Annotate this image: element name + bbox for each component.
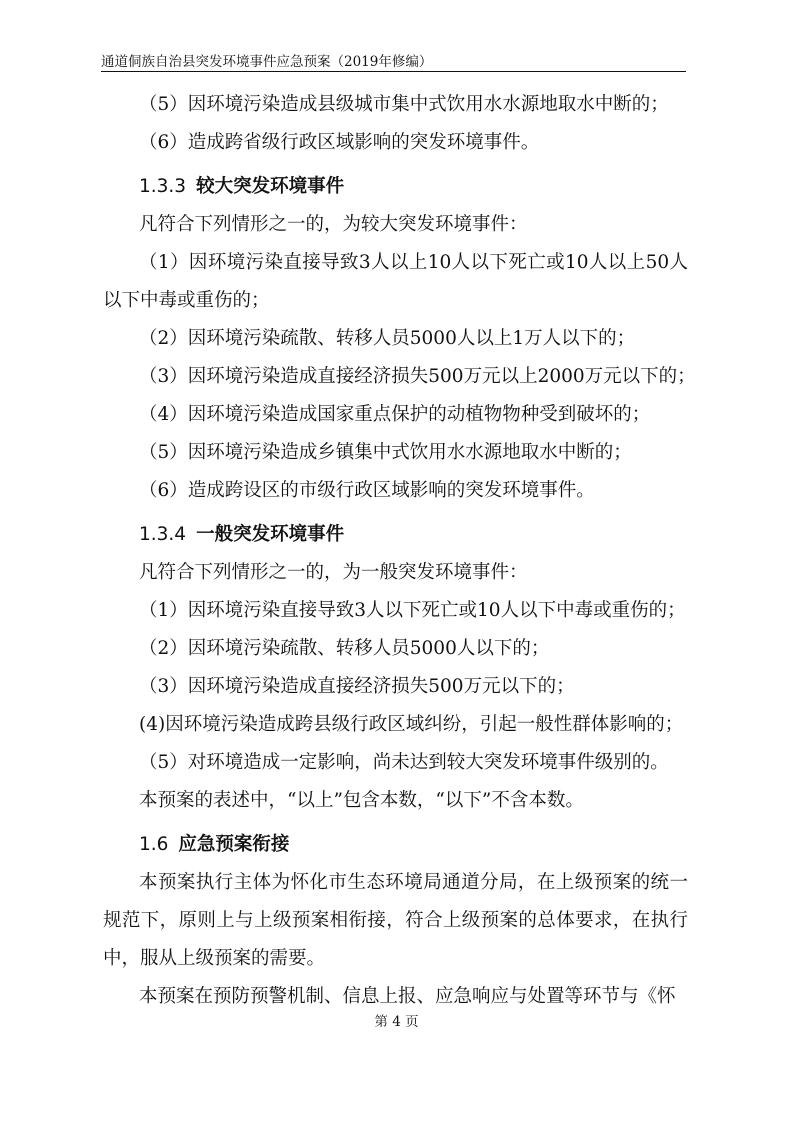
document-body [103, 86, 696, 1016]
section-number: 1.3.3 [139, 176, 187, 197]
paragraph: （1）因环境污染直接导致3人以上10人以下死亡或10人以上50人以下中毒或重伤的； [103, 252, 688, 311]
paragraph: 本预案的表述中，“以上”包含本数，“以下”不含本数。 [139, 790, 584, 811]
section-number: 1.6 [139, 834, 169, 855]
paragraph: （3）因环境污染造成直接经济损失500万元以下的； [139, 676, 575, 697]
paragraph: (4)因环境污染造成跨县级行政区域纠纷，引起一般性群体影响的； [139, 714, 684, 735]
paragraph: （5）因环境污染造成乡镇集中式饮用水水源地取水中断的； [139, 442, 632, 463]
section-title: 较大突发环境事件 [196, 176, 345, 197]
section-title: 一般突发环境事件 [196, 524, 345, 545]
paragraph: （5）因环境污染造成县级城市集中式饮用水水源地取水中断的； [139, 94, 669, 115]
paragraph: 凡符合下列情形之一的，为较大突发环境事件： [139, 214, 528, 235]
paragraph: （2）因环境污染疏散、转移人员5000人以上1万人以下的； [139, 328, 636, 349]
paragraph: （6）造成跨省级行政区域影响的突发环境事件。 [139, 132, 540, 153]
section-heading [103, 516, 688, 554]
section-number: 1.3.4 [139, 524, 187, 545]
paragraph: 本预案执行主体为怀化市生态环境局通道分局，在上级预案的统一规范下，原则上与上级预案相衔接，符合上级预案的总体要求，在执行中，服从上级预案的需要。 [103, 872, 688, 969]
header-divider [101, 71, 686, 72]
section-heading [103, 826, 688, 864]
section-heading [103, 168, 688, 206]
paragraph: 本预案在预防预警机制、信息上报、应急响应与处置等环节与《怀 [139, 986, 676, 1007]
paragraph: （1）因环境污染直接导致3人以下死亡或10人以下中毒或重伤的； [139, 600, 686, 621]
paragraph: 凡符合下列情形之一的，为一般突发环境事件： [139, 562, 528, 583]
paragraph: （5）对环境造成一定影响，尚未达到较大突发环境事件级别的。 [139, 752, 669, 773]
paragraph: （3）因环境污染造成直接经济损失500万元以上2000万元以下的； [139, 366, 696, 387]
page-number: 第 4 页 [374, 1014, 419, 1030]
paragraph: （4）因环境污染造成国家重点保护的动植物物种受到破坏的； [139, 404, 651, 425]
paragraph: （6）造成跨设区的市级行政区域影响的突发环境事件。 [139, 480, 595, 501]
paragraph: （2）因环境污染疏散、转移人员5000人以下的； [139, 638, 550, 659]
section-title: 应急预案衔接 [178, 834, 290, 855]
header-title: 通道侗族自治县突发环境事件应急预案（2019年修编） [101, 54, 433, 70]
